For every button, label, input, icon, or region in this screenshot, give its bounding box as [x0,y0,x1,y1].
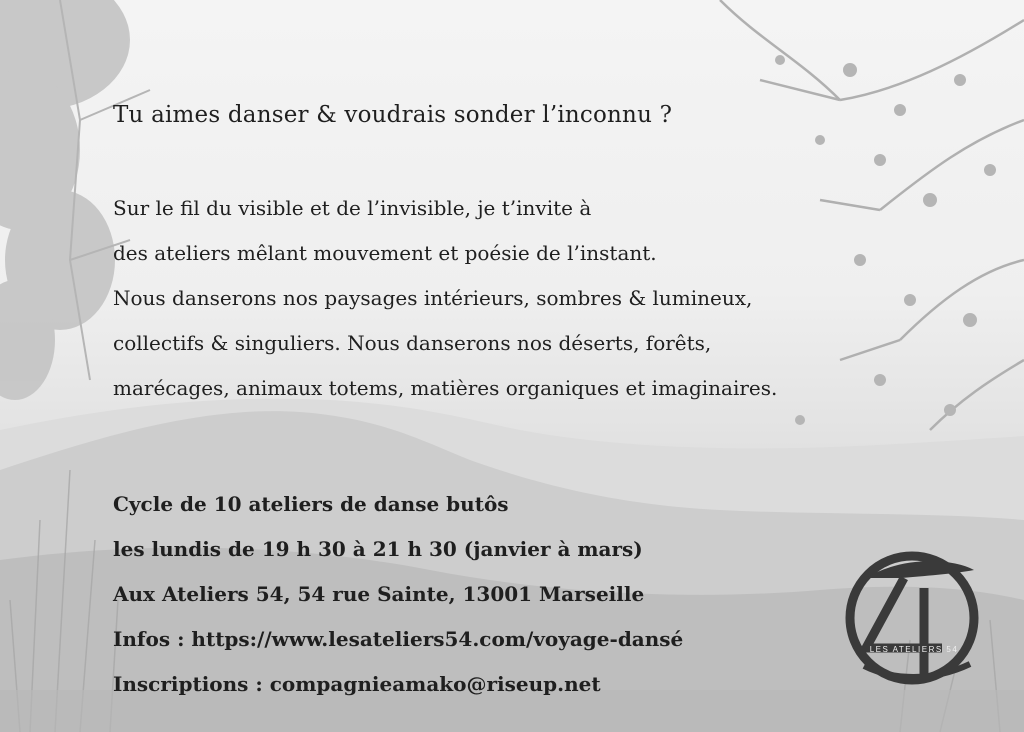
intro-question: Tu aimes danser & voudrais sonder l’inconnu ? [113,102,673,128]
description-line: Nous danserons nos paysages intérieurs, sombres & lumineux, [113,286,753,310]
description-line: marécages, animaux totems, matières organiques et imaginaires. [113,376,778,400]
venue-line: Aux Ateliers 54, 54 rue Sainte, 13001 Marseille [113,582,645,606]
description-paragraph [113,186,777,411]
right-tree-cones [775,55,996,425]
schedule-line: les lundis de 19 h 30 à 21 h 30 (janvier à mars) [113,537,643,561]
cycle-line: Cycle de 10 ateliers de danse butôs [113,492,509,516]
ateliers-54-logo [842,548,982,688]
description-line: Sur le fil du visible et de l’invisible, je t’invite à [113,196,592,220]
logo-label: LES ATELIERS 54 [869,645,959,654]
registration-email[interactable]: Inscriptions : compagnieamako@riseup.net [113,672,601,696]
left-tree [0,0,130,400]
workshop-details [113,482,683,707]
infos-link[interactable]: Infos : https://www.lesateliers54.com/voyage-dansé [113,627,684,651]
description-line: des ateliers mêlant mouvement et poésie de l’instant. [113,241,657,265]
description-line: collectifs & singuliers. Nous danserons nos déserts, forêts, [113,331,712,355]
